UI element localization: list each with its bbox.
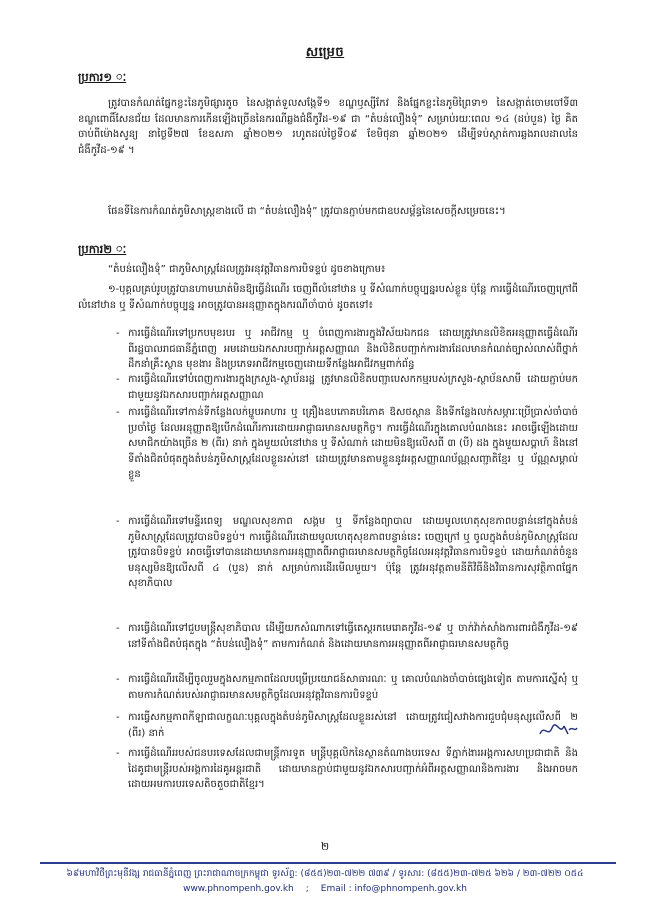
list-item: - ការធ្វើដំណើរទៅប្រកបមុខរបរ ឬ អាជីវកម្ម ឬ បំពេញការងារក្នុងវិស័យឯកជន ដោយត្រូវមានលិខិតអនុញ្ញាតធ្វើដំណើរពីរដ្ឋបាលរាជធានីភ្នំពេញ អមដោយឯកសារបញ្ជាក់អត្តសញ្ញាណ និងលិខិតបញ្ជាក់ការងារដែលមានកំណត់ច្បាស់លាស់ពីថ្នាក់ដឹកនាំគ្រឹះស្ថាន មុខងារ និងប្រភេទអាជីវកម្មចេញដោយទីកន្លែងអាជីវកម្មពាក់ព័ន្ធ xyxy=(116,328,578,371)
footer-separator: ; xyxy=(305,884,309,894)
article-1-heading: ប្រការ១ ៈ xyxy=(78,70,127,84)
footer-address: ៦៩មហាវិថីព្រះមុនីវង្ស រាជធានីភ្នំពេញ ព្រះរាជាណាចក្រកម្ពុជា ទូរស័ព្ទ: (៨៥៥)២៣-៧២២ ៧៣៩ / ទូរសារ: (៨៥៥)២៣-៧២៥ ៦២៦ / ២៣-៧២២ ០៥៤ xyxy=(66,869,584,879)
list-item: - ការធ្វើដំណើរដើម្បីចូលរួមក្នុងសកម្មភាពដែលបម្រើប្រយោជន៍សាធារណៈ ឬ គោលបំណងចាំបាច់ផ្សេងទៀត តាមការស្នើសុំ ឬ តាមការកំណត់របស់អាជ្ញាធរមានសមត្ថកិច្ចដែលអនុវត្តវិធានការបិទខ្ទប់ xyxy=(116,674,578,701)
footer-contact xyxy=(0,884,650,894)
list-item: - ការធ្វើដំណើរទៅជួបមន្ត្រីសុខាភិបាល ដើម្បីយកសំណាកទៅធ្វើតេស្តរកមេរោគកូវីដ-១៩ ឬ ចាក់វ៉ាក់សាំងការពារជំងឺកូវីដ-១៩ នៅទីតាំងជិតបំផុតក្នុង “តំបន់លឿងទុំ” តាមការកំណត់ និងដោយមានការអនុញ្ញាតពីអាជ្ញាធរមានសមត្ថកិច្ច xyxy=(116,623,578,650)
list-item: - ការធ្វើសកម្មភាពកីឡាជាលក្ខណៈបុគ្គលក្នុងតំបន់ភូមិសាស្ត្រដែលខ្លួនរស់នៅ ដោយត្រូវជៀសវាងការជួបជុំមនុស្សលើសពី ២ (ពីរ) នាក់ xyxy=(116,712,578,739)
article-2-point-1: ១-បុគ្គលគ្រប់រូបត្រូវបានហាមឃាត់មិនឱ្យធ្វើដំណើរ ចេញពីលំនៅឋាន ឬ ទីសំណាក់បច្ចុប្បន្នរបស់ខ្លួន ប៉ុន្តែ ការធ្វើដំណើរចេញក្រៅពីលំនៅឋាន ឬ ទីសំណាក់បច្ចុប្បន្ន អាចត្រូវបានអនុញ្ញាតក្នុងករណីចាំបាច់ ដូចតទៅ៖ xyxy=(78,284,578,311)
list-item: - ការធ្វើដំណើររបស់ជនបរទេសដែលជាមន្ត្រីការទូត មន្ត្រីបុគ្គលិកនៃស្ថានតំណាងបរទេស ទីភ្នាក់ងារអង្គការសហប្រជាជាតិ និងដៃគូជាមន្ត្រីរបស់អង្គការដៃគូអន្តរជាតិ ដោយមានភ្ជាប់ជាមួយនូវឯកសារបញ្ជាក់អំពីអត្តសញ្ញាណនិងការងារ និងអាចមកដោយអមការបរទេសតិចតួចជាតិខ្មែរ។ xyxy=(116,748,578,791)
email-link[interactable]: Email : info@phnompenh.gov.kh xyxy=(320,884,467,894)
footer-divider xyxy=(40,862,616,864)
list-item: - ការធ្វើដំណើរទៅបំពេញការងារក្នុងក្រសួង-ស្ថាប័នរដ្ឋ ត្រូវមានលិខិតបញ្ជាបេសកកម្មរបស់ក្រសួង-ស្ថាប័នសាមី ដោយភ្ជាប់មកជាមួយនូវឯកសារបញ្ជាក់អត្តសញ្ញាណ xyxy=(116,374,578,401)
article-1-paragraph-1: ត្រូវបានកំណត់ផ្នែកខ្លះនៃភូមិផ្សារតូច នៃសង្កាត់ទួលសង្កែទី១ ខណ្ឌឫស្សីកែវ និងផ្នែកខ្លះនៃភូមិព្រៃទា១ នៃសង្កាត់ចោមចៅទី៣ ខណ្ឌពោធិ៍សែនជ័យ ដែលមានការកើនឡើងច្រើននៃករណីឆ្លងជំងឺកូវីដ-១៩ ជា “តំបន់លឿងទុំ” សម្រាប់រយៈពេល ១៤ (ដប់បួន) ថ្ងៃ គិតចាប់ពីម៉ោងសូន្យ នាថ្ងៃទី២៧ ខែឧសភា ឆ្នាំ២០២១ រហូតដល់ថ្ងៃទី០៩ ខែមិថុនា ឆ្នាំ២០២១ ដើម្បីទប់ស្កាត់ការឆ្លងរាលដាលនៃជំងឺកូវីដ-១៩ ។ xyxy=(78,98,578,156)
signature-mark-icon xyxy=(538,720,578,740)
list-item: - ការធ្វើដំណើរទៅមន្ទីរពេទ្យ មណ្ឌលសុខភាព សង្គម ឬ ទីកន្លែងព្យាបាល ដោយមូលហេតុសុខភាពបន្ទាន់នៅក្នុងតំបន់ភូមិសាស្ត្រដែលត្រូវបានបិទខ្ទប់។ ការធ្វើដំណើរដោយមូលហេតុសុខភាពបន្ទាន់នេះ ចេញក្រៅ ឬ ចូលក្នុងតំបន់ភូមិសាស្ត្រដែលត្រូវបានបិទខ្ទប់ អាចធ្វើទៅបានដោយមានការអនុញ្ញាតពីអាជ្ញាធរមានសមត្ថកិច្ចដែលអនុវត្តវិធានការបិទខ្ទប់ ដោយកំណត់ចំនួនមនុស្សមិនឱ្យលើសពី ៤ (បួន) នាក់ សម្រាប់ការដើរមើលមួយ។ ប៉ុន្តែ ត្រូវអនុវត្តតាមនីតិវិធីនិងវិធានការសុវត្ថិភាពផ្នែកសុខាភិបាល xyxy=(116,516,578,590)
article-2-intro: “តំបន់លឿងទុំ” ជាភូមិសាស្ត្រដែលត្រូវអនុវត្តវិធានការបិទខ្ទប់ ដូចខាងក្រោម៖ xyxy=(108,264,386,275)
page-number: ២ xyxy=(320,840,330,853)
article-1-paragraph-2: ផែនទីនៃការកំណត់ភូមិសាស្ត្រខាងលើ ជា “តំបន់លឿងទុំ” ត្រូវបានភ្ជាប់មកជាឧបសម្ព័ន្ធនៃសេចក្តីសម្រេចនេះ។ xyxy=(108,206,506,217)
website-link[interactable]: www.phnompenh.gov.kh xyxy=(183,884,294,894)
list-item: - ការធ្វើដំណើរទៅកាន់ទីកន្លែងលក់ម្ហូបអាហារ ឬ គ្រឿងឧបភោគបរិភោគ ឱសថស្ថាន និងទីកន្លែងលក់សម្ភារៈប្រើប្រាស់ចាំបាច់ប្រចាំថ្ងៃ ដែលអនុញ្ញាតឱ្យបើកដំណើរការដោយអាជ្ញាធរមានសមត្ថកិច្ច។ ការធ្វើដំណើរក្នុងគោលបំណងនេះ អាចធ្វើឡើងដោយសមាជិកយ៉ាងច្រើន ២ (ពីរ) នាក់ ក្នុងមួយលំនៅឋាន ឬ ទីសំណាក់ ដោយមិនឱ្យលើសពី ៣ (បី) ដង ក្នុងមួយសប្តាហ៍ និងនៅទីតាំងជិតបំផុតក្នុងតំបន់ភូមិសាស្ត្រដែលខ្លួនរស់នៅ ដោយត្រូវមានតាមខ្លួននូវអត្តសញ្ញាណប័ណ្ណសញ្ជាតិខ្មែរ ឬ ប័ណ្ណសម្គាល់ខ្លួន xyxy=(116,407,578,481)
article-2-heading: ប្រការ២ ៈ xyxy=(78,242,127,256)
document-title: សម្រេច xyxy=(305,45,345,60)
